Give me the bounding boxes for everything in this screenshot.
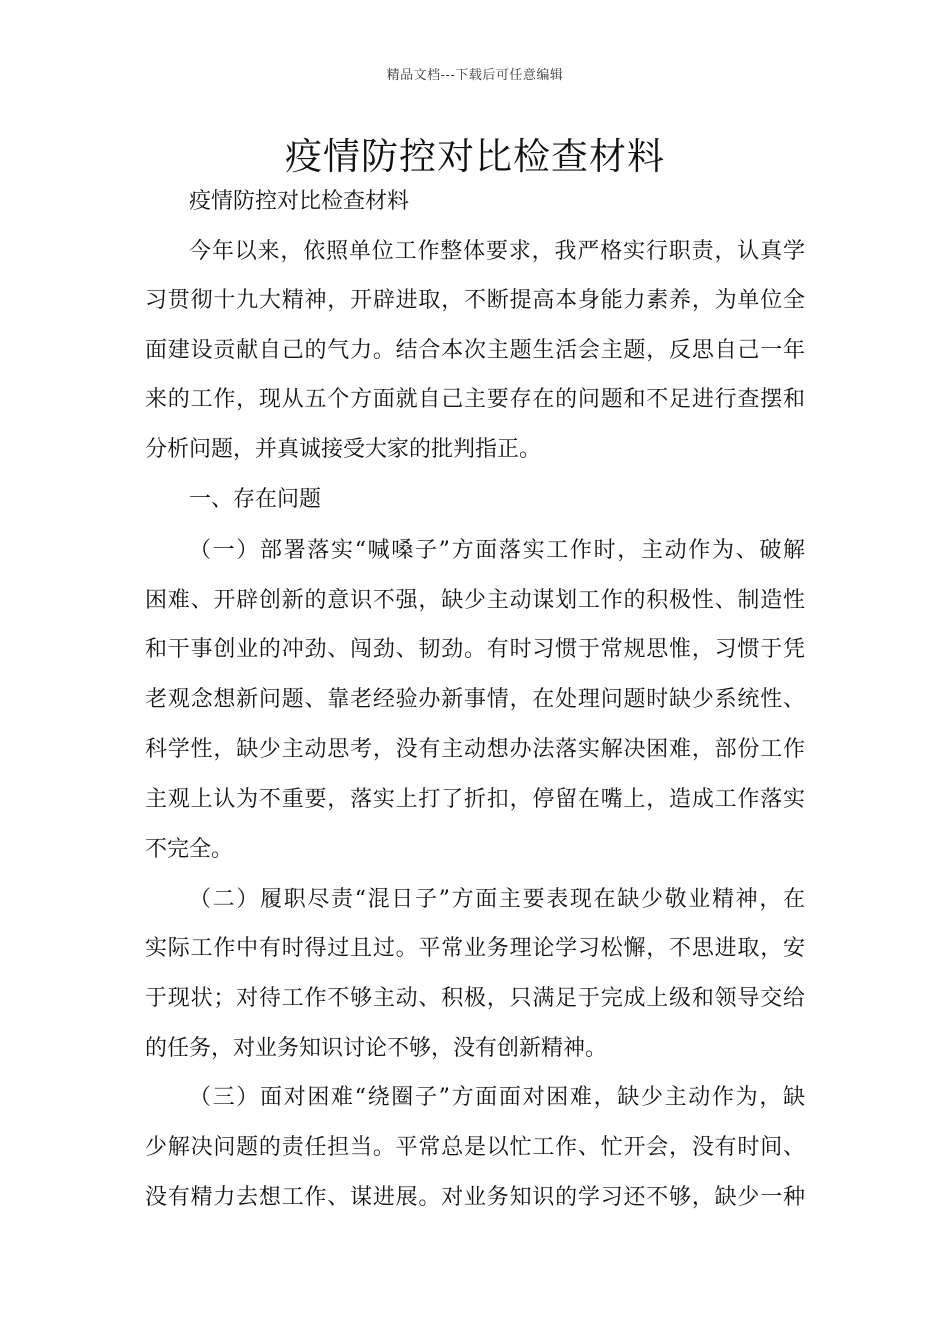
body-line: 不完全。 [145,837,234,862]
body-line: 来的工作，现从五个方面就自己主要存在的问题和不足进行查摆和 [145,387,805,412]
body-line: 没有精力去想工作、谋进展。对业务知识的学习还不够，缺少一种 [145,1185,805,1210]
body-line: 少解决问题的责任担当。平常总是以忙工作、忙开会，没有时间、 [145,1135,805,1160]
body-line: （一）部署落实“喊嗓子”方面落实工作时，主动作为、破解 [189,538,805,563]
page-header: 精品文档---下载后可任意编辑 [386,68,564,83]
body-line: 实际工作中有时得过且过。平常业务理论学习松懈，不思进取，安 [145,936,805,961]
document-subtitle: 疫情防控对比检查材料 [189,189,410,214]
body-line: 困难、开辟创新的意识不强，缺少主动谋划工作的积极性、制造性 [145,588,805,613]
body-line: （三）面对困难“绕圈子”方面面对困难，缺少主动作为，缺 [189,1085,805,1110]
body-line: 于现状；对待工作不够主动、积极，只满足于完成上级和领导交给 [145,986,805,1011]
body-line: 今年以来，依照单位工作整体要求，我严格实行职责，认真学 [189,239,805,264]
body-line: 主观上认为不重要，落实上打了折扣，停留在嘴上，造成工作落实 [145,787,805,812]
body-line: 分析问题，并真诚接受大家的批判指正。 [145,437,542,462]
body-line: 和干事创业的冲劲、闯劲、韧劲。有时习惯于常规思惟，习惯于凭 [145,637,805,662]
body-line: （二）履职尽责“混日子”方面主要表现在缺少敬业精神，在 [189,887,805,912]
body-line: 科学性，缺少主动思考，没有主动想办法落实解决困难，部份工作 [145,737,805,762]
section-heading: 一、存在问题 [189,487,322,512]
body-line: 习贯彻十九大精神，开辟进取，不断提高本身能力素养，为单位全 [145,288,805,313]
body-line: 面建设贡献自己的气力。结合本次主题生活会主题，反思自己一年 [145,338,805,363]
body-line: 老观念想新问题、靠老经验办新事情，在处理问题时缺少系统性、 [145,687,805,712]
document-title: 疫情防控对比检查材料 [285,135,665,178]
body-line: 的任务，对业务知识讨论不够，没有创新精神。 [145,1036,608,1061]
